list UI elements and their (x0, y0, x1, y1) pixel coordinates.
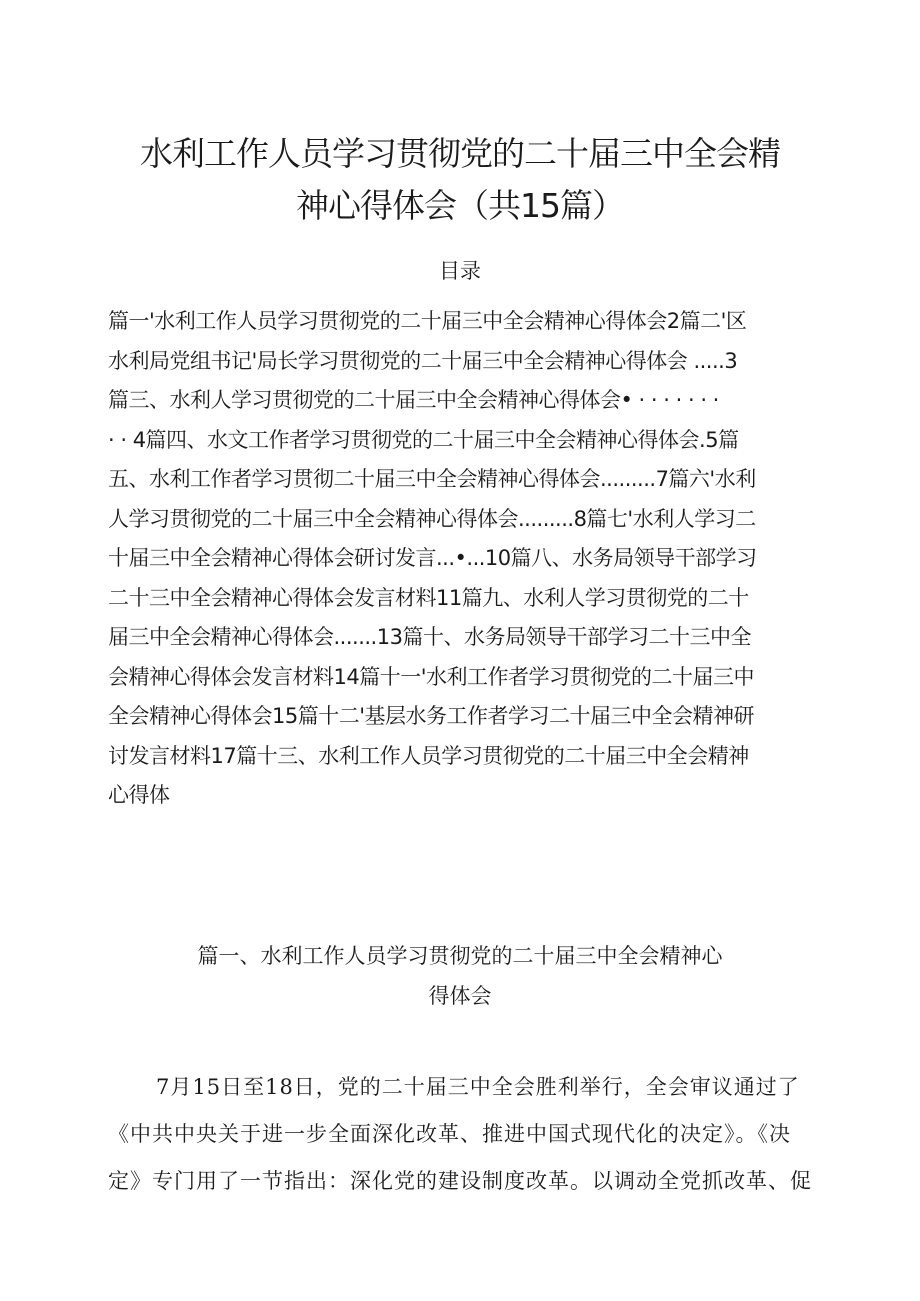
document-title (100, 128, 820, 232)
table-of-contents (108, 302, 830, 816)
toc-line: 人学习贯彻党的二十届三中全会精神心得体会.........8篇七'水利人学习二 (108, 506, 756, 531)
toc-line: 届三中全会精神心得体会.......13篇十、水务局领导干部学习二十三中全 (108, 625, 751, 649)
toc-line: 十届三中全会精神心得体会研讨发言...•...10篇八、水务局领导干部学习 (108, 546, 757, 570)
toc-line: 会精神心得体会发言材料14篇十一'水利工作者学习贯彻党的二十届三中 (108, 664, 754, 689)
section-heading (0, 936, 920, 1016)
toc-line: 五、水利工作者学习贯彻二十届三中全会精神心得体会.........7篇六'水利 (108, 467, 756, 491)
document-title-line-2: 神心得体会（共15篇） (296, 186, 624, 225)
toc-line: · · 4篇四、水文工作者学习贯彻党的二十届三中全会精神心得体会.5篇 (108, 427, 739, 452)
toc-line: 篇三、水利人学习贯彻党的二十届三中全会精神心得体会• · · · · · · · (108, 388, 719, 412)
toc-line: 心得体 (108, 783, 170, 807)
section-heading-line-2: 得体会 (428, 984, 492, 1008)
toc-line: 二十三中全会精神心得体会发言材料11篇九、水利人学习贯彻党的二十 (108, 585, 749, 610)
paragraph-line: 《中共中央关于进一步全面深化改革、推进中国式现代化的决定》。《决 (108, 1122, 791, 1146)
toc-line: 篇一'水利工作人员学习贯彻党的二十届三中全会精神心得体会2篇二'区 (108, 309, 747, 333)
body-paragraph (108, 1064, 848, 1205)
document-title-line-1: 水利工作人员学习贯彻党的二十届三中全会精 (140, 134, 780, 173)
section-heading-line-1: 篇一、水利工作人员学习贯彻党的二十届三中全会精神心 (197, 944, 723, 968)
paragraph-line: 定》专门用了一节指出：深化党的建设制度改革。以调动全党抓改革、促 (108, 1169, 812, 1193)
toc-heading: 目录 (439, 259, 481, 283)
toc-line: 讨发言材料17篇十三、水利工作人员学习贯彻党的二十届三中全会精神 (108, 743, 749, 768)
toc-line: 全会精神心得体会15篇十二'基层水务工作者学习二十届三中全会精神研 (108, 704, 754, 728)
toc-line: 水利局党组书记'局长学习贯彻党的二十届三中全会精神心得体会 .....3 (108, 348, 738, 373)
paragraph-line: 7月15日至18日，党的二十届三中全会胜利举行，全会审议通过了 (156, 1075, 800, 1099)
